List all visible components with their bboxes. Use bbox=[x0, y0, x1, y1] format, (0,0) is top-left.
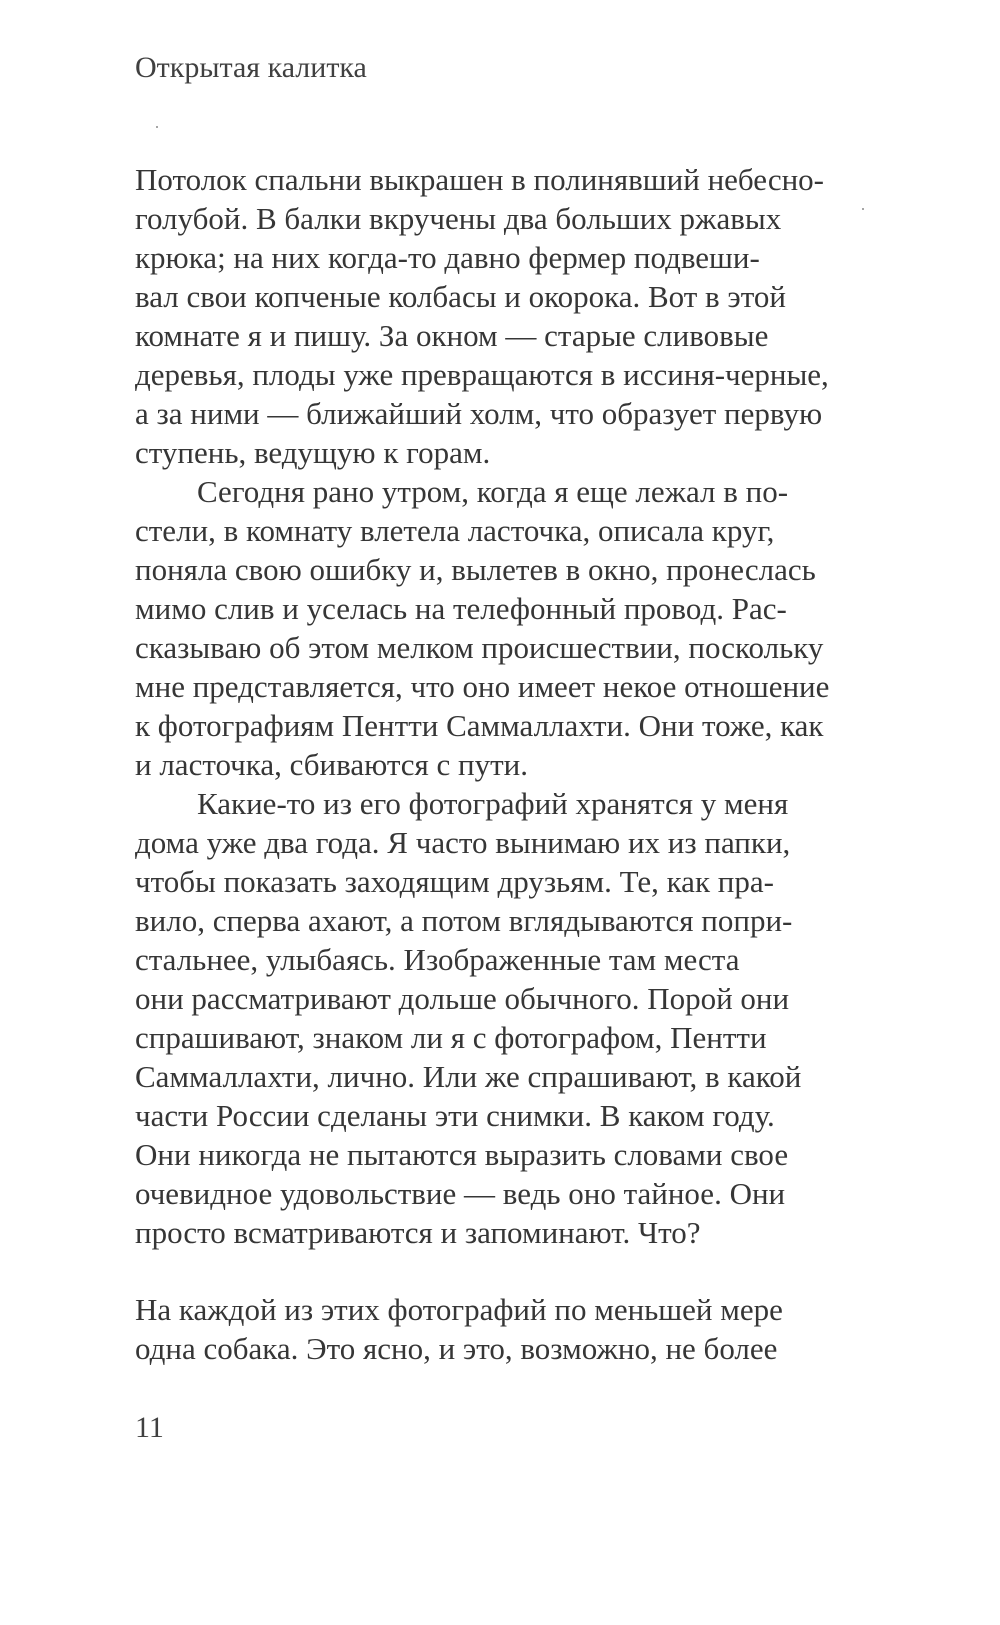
text-line: Сегодня рано утром, когда я еще лежал в по- bbox=[197, 474, 789, 509]
text-line: голубой. В балки вкручены два больших ржавых bbox=[135, 201, 782, 236]
text-line: поняла свою ошибку и, вылетев в окно, пронеслась bbox=[135, 552, 816, 587]
page-number: 11 bbox=[135, 1411, 164, 1444]
text-line: спрашивают, знаком ли я с фотографом, Пентти bbox=[135, 1020, 767, 1055]
text-line: ступень, ведущую к горам. bbox=[135, 435, 491, 470]
text-line: крюка; на них когда-то давно фермер подвеши- bbox=[135, 240, 760, 275]
text-line: и ласточка, сбиваются с пути. bbox=[135, 747, 529, 782]
text-line: дома уже два года. Я часто вынимаю их из папки, bbox=[135, 825, 791, 860]
text-line: стальнее, улыбаясь. Изображенные там места bbox=[135, 942, 740, 977]
text-line: они рассматривают дольше обычного. Порой они bbox=[135, 981, 790, 1016]
text-section-1 bbox=[135, 160, 935, 1252]
text-line: просто всматриваются и запоминают. Что? bbox=[135, 1215, 701, 1250]
text-line: стели, в комнату влетела ласточка, описала круг, bbox=[135, 513, 775, 548]
text-line: комнате я и пишу. За окном — старые сливовые bbox=[135, 318, 769, 353]
text-line: чтобы показать заходящим друзьям. Те, как пра- bbox=[135, 864, 774, 899]
text-line: Какие-то из его фотографий хранятся у меня bbox=[197, 786, 789, 821]
text-line: а за ними — ближайший холм, что образует первую bbox=[135, 396, 823, 431]
text-line: части России сделаны эти снимки. В каком году. bbox=[135, 1098, 775, 1133]
text-line: мне представляется, что оно имеет некое отношение bbox=[135, 669, 830, 704]
text-line: к фотографиям Пентти Саммаллахти. Они тоже, как bbox=[135, 708, 824, 743]
text-line: Саммаллахти, лично. Или же спрашивают, в какой bbox=[135, 1059, 802, 1094]
text-line: мимо слив и уселась на телефонный провод. Рас- bbox=[135, 591, 787, 626]
text-line: одна собака. Это ясно, и это, возможно, не более bbox=[135, 1331, 778, 1366]
text-line: вал свои копченые колбасы и окорока. Вот в этой bbox=[135, 279, 786, 314]
print-speck bbox=[156, 126, 158, 128]
text-line: деревья, плоды уже превращаются в иссиня-черные, bbox=[135, 357, 829, 392]
text-line: Потолок спальни выкрашен в полинявший небесно- bbox=[135, 162, 824, 197]
text-section-2 bbox=[135, 1290, 935, 1368]
text-line: Они никогда не пытаются выразить словами свое bbox=[135, 1137, 789, 1172]
running-head: Открытая калитка bbox=[135, 51, 367, 84]
text-line: вило, сперва ахают, а потом вглядываются попри- bbox=[135, 903, 793, 938]
text-line: сказываю об этом мелком происшествии, поскольку bbox=[135, 630, 824, 665]
text-line: На каждой из этих фотографий по меньшей мере bbox=[135, 1292, 783, 1327]
text-line: очевидное удовольствие — ведь оно тайное. Они bbox=[135, 1176, 786, 1211]
